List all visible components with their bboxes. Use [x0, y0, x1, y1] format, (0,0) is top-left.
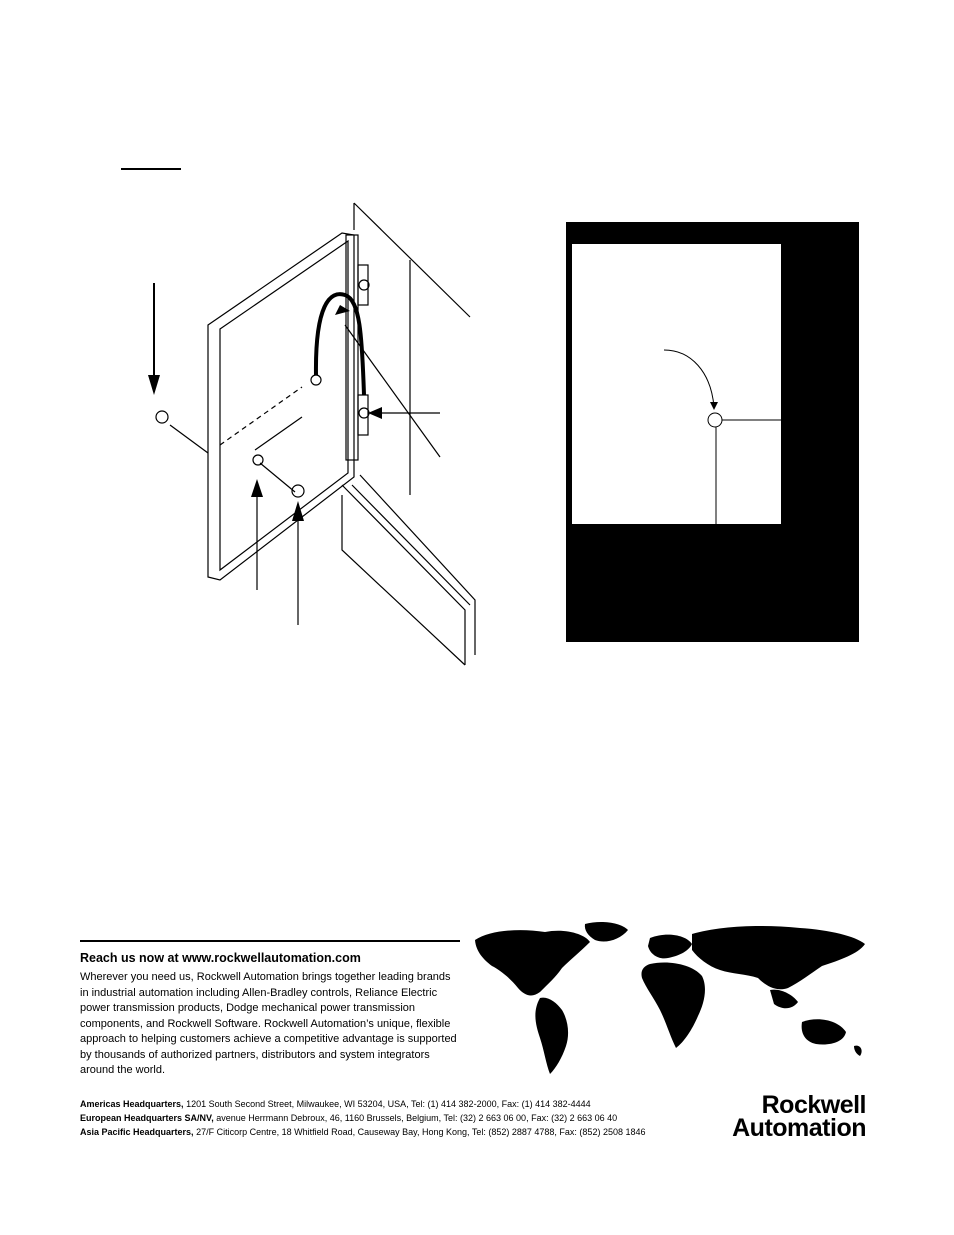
logo-line1: Rockwell [761, 1091, 866, 1119]
rockwell-automation-logo [684, 1091, 866, 1142]
hq-americas: Americas Headquarters, 1201 South Second Street, Milwaukee, WI 53204, USA, Tel: (1) 414 382-2000, Fax: (1) 414 382-4444 [80, 1099, 591, 1109]
hq-europe: European Headquarters SA/NV, avenue Herrmann Debroux, 46, 1160 Brussels, Belgium, Tel: (32) 2 663 06 00, Fax: (32) 2 663 06 40 [80, 1113, 618, 1123]
headquarters-list [80, 1097, 680, 1139]
world-map [470, 918, 870, 1080]
door-ground-wire-illustration [120, 195, 483, 670]
contact-section [80, 940, 460, 1079]
hq-asia-pacific: Asia Pacific Headquarters, 27/F Citicorp Centre, 18 Whitfield Road, Causeway Bay, Hong Kong, Tel: (852) 2887 4788, Fax: (852) 2508 1846 [80, 1127, 646, 1137]
screw [156, 411, 168, 423]
contact-body: Wherever you need us, Rockwell Automation brings together leading brands in industrial automation including Allen-Bradley controls, Reliance Electric power transmission products, Dodge mechanical power transmission components, and Rockwell Software. Rockwell Automation’s unique, flexible approach to helping customers achieve a competitive advantage is supported by thousands of authorized partners, distributors and system integrators around the world. [80, 971, 457, 1076]
door-panel [208, 233, 354, 580]
contact-rule [80, 940, 460, 942]
contact-heading: Reach us now at www.rockwellautomation.com [80, 951, 361, 965]
washer [253, 455, 263, 465]
logo-line2: Automation [732, 1114, 866, 1142]
figure-label-underline [121, 168, 181, 170]
ground-point-inset [566, 222, 859, 642]
cabinet-top-edge [354, 203, 470, 317]
